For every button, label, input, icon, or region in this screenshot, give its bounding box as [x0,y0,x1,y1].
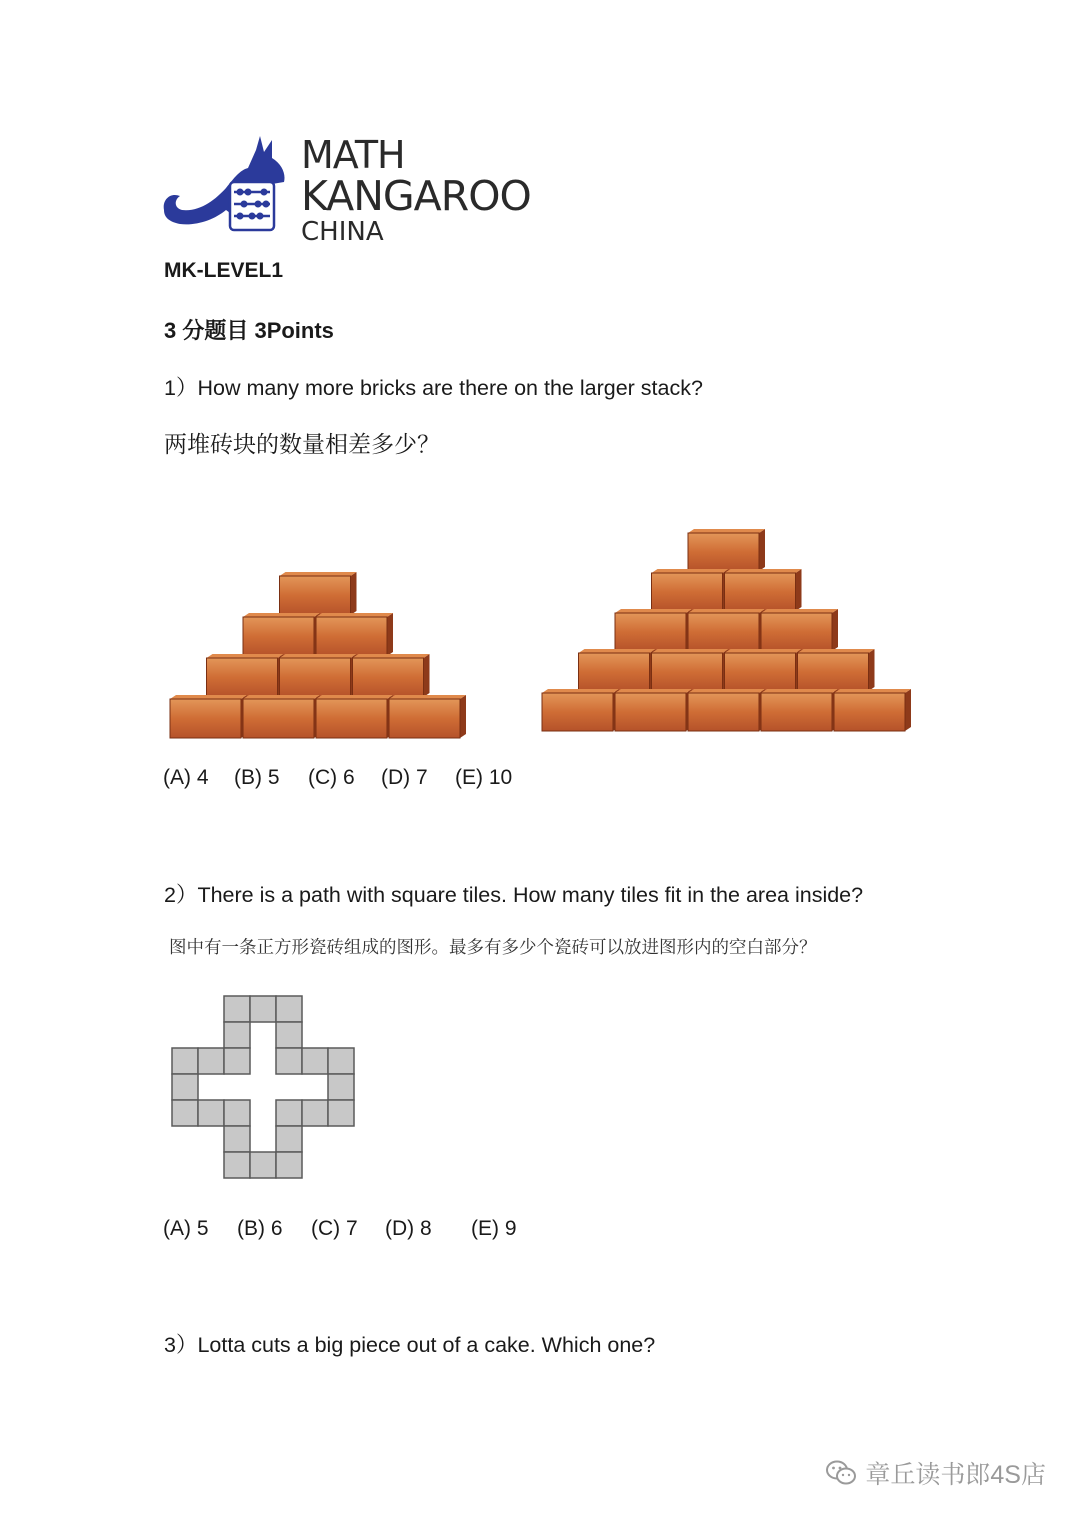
brick-stacks-figure [160,525,920,750]
small-stack-brick [316,695,393,738]
level-title: MK-LEVEL1 [164,259,284,282]
small-stack-brick [389,695,466,738]
small-stack-brick [170,695,247,738]
large-stack-brick [725,649,802,691]
large-stack-brick [761,689,838,731]
tile [328,1074,354,1100]
small-stack-brick [280,572,357,615]
tile [276,996,302,1022]
question-3-text: 3）Lotta cuts a big piece out of a cake. Which one? [164,1333,656,1357]
tile [302,1100,328,1126]
tile [276,1100,302,1126]
q2-option-d[interactable]: (D) 8 [385,1217,432,1240]
question-2-text-zh: 图中有一条正方形瓷砖组成的图形。最多有多少个瓷砖可以放进图形内的空白部分？ [169,938,817,958]
tile [172,1074,198,1100]
tile [198,1048,224,1074]
large-stack-brick [579,649,656,691]
q1-option-c[interactable]: (C) 6 [308,766,355,789]
tile [198,1100,224,1126]
tile [224,1048,250,1074]
watermark [825,1455,1046,1491]
q1-option-b[interactable]: (B) 5 [234,766,280,789]
tile [302,1048,328,1074]
small-stack-brick [353,654,430,697]
q2-option-b[interactable]: (B) 6 [237,1217,283,1240]
tile [250,996,276,1022]
tile [172,1100,198,1126]
small-stack-brick [243,695,320,738]
q1-option-e[interactable]: (E) 10 [455,766,513,789]
logo-line-math: MATH [301,133,405,177]
small-stack-brick [207,654,284,697]
wechat-icon [825,1459,857,1487]
tile [328,1100,354,1126]
tile [224,1126,250,1152]
small-stack-brick [280,654,357,697]
small-brick-stack [170,572,466,738]
q1-option-d[interactable]: (D) 7 [381,766,428,789]
logo-line-china: CHINA [301,217,384,247]
tile [276,1022,302,1048]
logo-line-kangaroo: KANGAROO [301,172,531,220]
q1-option-a[interactable]: (A) 4 [163,766,209,789]
tile [224,1100,250,1126]
tile [276,1152,302,1178]
section-title: 3 分题目 3Points [164,318,334,343]
logo-wordmark [301,133,531,247]
q2-option-e[interactable]: (E) 9 [471,1217,517,1240]
q2-option-c[interactable]: (C) 7 [311,1217,358,1240]
tile [276,1048,302,1074]
large-stack-brick [688,609,765,651]
tile [328,1048,354,1074]
large-stack-brick [615,689,692,731]
q2-option-a[interactable]: (A) 5 [163,1217,209,1240]
question-1-text: 1）How many more bricks are there on the larger stack? [164,376,703,400]
small-stack-brick [243,613,320,656]
large-stack-brick [761,609,838,651]
square-tile-path-figure [170,994,360,1180]
large-stack-brick [688,689,765,731]
question-1-text-zh: 两堆砖块的数量相差多少？ [164,432,440,458]
large-stack-brick [688,529,765,571]
large-stack-brick [834,689,911,731]
large-stack-brick [725,569,802,611]
question-2-text: 2）There is a path with square tiles. How many tiles fit in the area inside? [164,883,864,907]
tile [250,1152,276,1178]
tile [224,996,250,1022]
small-stack-brick [316,613,393,656]
large-stack-brick [798,649,875,691]
tile [276,1126,302,1152]
large-stack-brick [652,569,729,611]
large-stack-brick [615,609,692,651]
tile [224,1022,250,1048]
question-1-options [0,766,1080,796]
large-brick-stack [542,529,911,731]
question-2-options [0,1217,1080,1247]
large-stack-brick [652,649,729,691]
large-stack-brick [542,689,619,731]
tile [224,1152,250,1178]
watermark-text: 章丘读书郎4S店 [865,1461,1046,1489]
tile [172,1048,198,1074]
